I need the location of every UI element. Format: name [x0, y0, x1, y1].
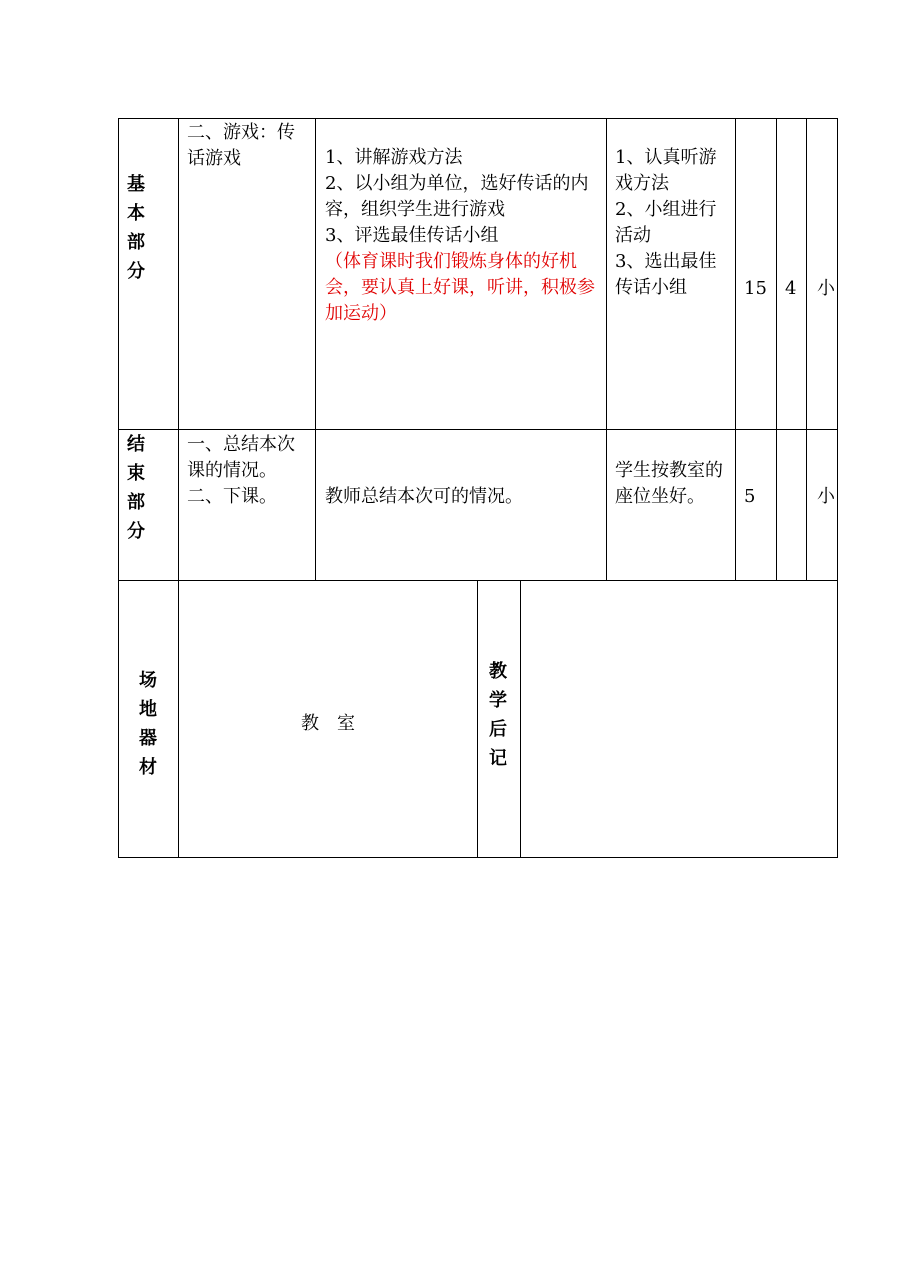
teacher-activity-end: 教师总结本次可的情况。: [325, 486, 523, 507]
teacher-note: （体育课时我们锻炼身体的好机会，要认真上好课，听讲，积极参加运动）: [325, 251, 595, 324]
student-activity-end: 学生按教室的座位坐好。: [615, 460, 723, 507]
border-col3: [606, 118, 607, 581]
border-row1-bottom: [118, 429, 838, 430]
border-col4: [735, 118, 736, 581]
student-activity-basic: 1、认真听游戏方法 2、小组进行活动 3、选出最佳传话小组: [615, 147, 717, 298]
content-end: 一、总结本次课的情况。 二、下课。: [187, 434, 295, 507]
border-col5: [776, 118, 777, 581]
border-bottom: [118, 857, 838, 858]
time-end: 5: [744, 486, 756, 507]
teacher-step-1: 1、讲解游戏方法: [325, 147, 463, 168]
border-footer-col1: [477, 580, 478, 858]
border-right: [837, 118, 838, 858]
border-top: [118, 118, 838, 119]
border-col6: [806, 118, 807, 581]
teacher-activity-basic: [325, 145, 601, 327]
intensity-basic: 小: [817, 278, 835, 299]
venue-label: 场地器材: [139, 670, 157, 778]
time-basic: 15: [744, 278, 767, 299]
border-row2-bottom: [118, 580, 838, 581]
content-basic: 二、游戏：传话游戏: [187, 122, 295, 169]
border-left: [118, 118, 119, 858]
intensity-end: 小: [817, 486, 835, 507]
teacher-step-2: 2、以小组为单位，选好传话的内容，组织学生进行游戏: [325, 173, 589, 220]
notes-label: 教学后记: [489, 661, 507, 769]
section-label-end: 结束部分: [127, 434, 145, 542]
teacher-step-3: 3、评选最佳传话小组: [325, 225, 499, 246]
count-basic: 4: [785, 278, 797, 299]
border-col1: [178, 118, 179, 858]
border-col2: [315, 118, 316, 581]
venue-value: 教 室: [301, 713, 355, 734]
border-footer-col2: [520, 580, 521, 858]
section-label-basic: 基本部分: [127, 174, 145, 282]
